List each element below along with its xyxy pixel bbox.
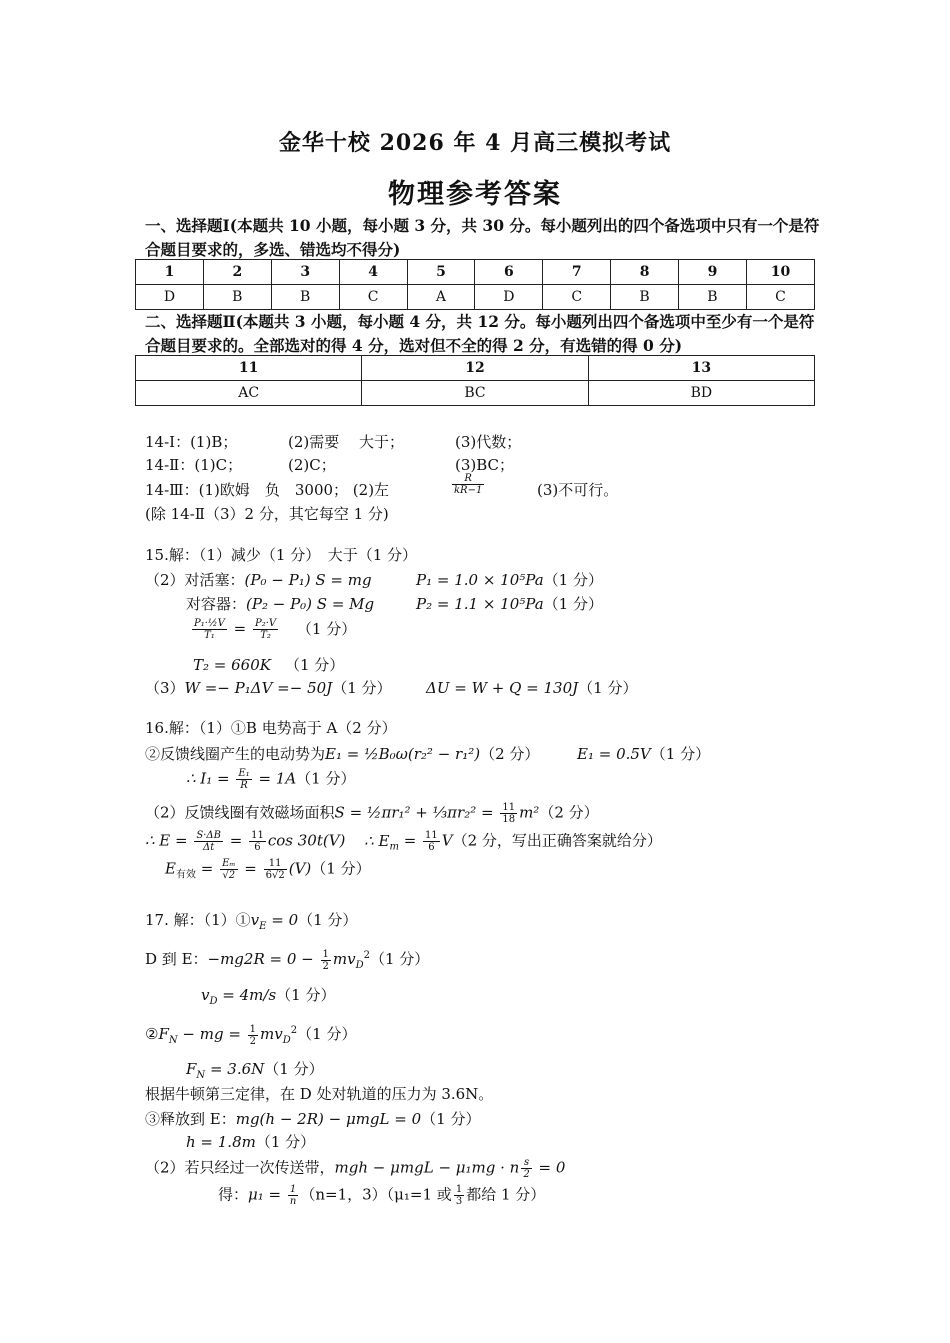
table-cell: 6 [475, 260, 543, 285]
fraction: $\frac{s}{2}$ [523, 1157, 530, 1180]
table-cell: BD [588, 381, 814, 406]
table-row [136, 356, 815, 381]
table-cell: A [407, 285, 475, 310]
q14-line3-fraction [450, 473, 486, 496]
q14-line3-part3: (3)不可行。 [537, 481, 619, 499]
q15-line6: （3）W =− P₁ΔV =− 50J（1 分） [145, 679, 392, 697]
table-cell: 8 [611, 260, 679, 285]
q14-line1-part2: (2)需要 大于； [288, 433, 405, 451]
section2-answer-table [135, 355, 815, 406]
table-cell: 10 [746, 260, 814, 285]
fraction: $\frac{\text{Eₘ}}{√2}$ [222, 858, 236, 881]
fraction: $\frac{11}{6}$ [425, 830, 438, 853]
table-cell: 5 [407, 260, 475, 285]
q14-line3-part1: 14-Ⅲ：(1)欧姆 负 3000； (2)左 [145, 481, 390, 499]
q15-line4-equation: $\frac{\text{P₁·½V}}{\text{T₁}}$ = $\frac{\text{P₂·V}}{\text{T₂}}$ （1 分） [194, 618, 357, 641]
table-cell: 4 [339, 260, 407, 285]
q16-line1: 16.解：（1）①B 电势高于 A（2 分） [145, 719, 397, 737]
q16-line6: $E_{有效}$ = $\frac{\text{Eₘ}}{√2}$ = $\frac{11}{6√2}$ (V)（1 分） [165, 858, 371, 881]
fraction: $\frac{\text{P₂·V}}{\text{T₂}}$ [254, 618, 277, 641]
table-cell: B [271, 285, 339, 310]
table-cell: D [136, 285, 204, 310]
fraction: $\frac{R}{kR-1}$ [454, 473, 483, 496]
exam-title: 金华十校 2026 年 4 月高三模拟考试 [278, 130, 672, 156]
q17-line6: 根据牛顿第三定律，在 D 处对轨道的压力为 3.6N。 [145, 1085, 494, 1103]
q17-line4: $②F_N$ − mg = $\frac{1}{2}$ $mv_D^2(1$ 分） [145, 1023, 357, 1047]
q14-line1-part1: 14-Ⅰ：(1)B； [145, 433, 238, 451]
fraction: $\frac{\text{P₁·½V}}{\text{T₁}}$ [194, 618, 225, 641]
fraction: $\frac{1}{2}$ [249, 1023, 257, 1047]
section1-heading: 一、选择题Ⅰ(本题共 10 小题，每小题 3 分，共 30 分。每小题列出的四个备选项中只有一个是符合题目要求的，多选、错选均不得分) [145, 216, 820, 259]
q17-line9: （2）若只经过一次传送带，mgh − μmgL − μ₁mg · n $\frac{s}{2}$ = 0 [145, 1157, 566, 1180]
exam-subtitle: 物理参考答案 [388, 179, 562, 210]
table-cell: C [746, 285, 814, 310]
q14-line2-part3: (3)BC； [455, 456, 515, 474]
q17-line10: 得：μ₁ = $\frac{1}{n}$ （n=1，3）（μ₁=1 或 $\frac{1}{3}$ 都给 1 分） [218, 1184, 546, 1207]
q14-line2-part1: 14-Ⅱ：(1)C； [145, 456, 243, 474]
q15-line2-result: P₁ = 1.0 × 10⁵Pa（1 分） [416, 571, 603, 589]
q14-note: (除 14-Ⅱ（3）2 分，其它每空 1 分) [145, 505, 389, 523]
table-cell: 12 [362, 356, 588, 381]
table-cell: AC [136, 381, 362, 406]
fraction: $\frac{1}{3}$ [455, 1184, 463, 1207]
q16-line4: （2）反馈线圈有效磁场面积S = ½πr₁² + ⅓πr₂² = $\frac{11}{18}$ m²（2 分） [145, 802, 599, 825]
q16-line2: ②反馈线圈产生的电动势为E₁ = ½B₀ω(r₂² − r₁²)（2 分） [145, 745, 540, 763]
section2-heading: 二、选择题Ⅱ(本题共 3 小题，每小题 4 分，共 12 分。每小题列出四个备选项中至少有一个是符合题目要求的。全部选对的得 4 分，选对但不全的得 2 分，有选错的得 0 分) [145, 312, 815, 355]
q15-line1: 15.解：（1）减少（1 分） 大于（1 分） [145, 546, 418, 564]
table-cell: 2 [203, 260, 271, 285]
table-row [136, 381, 815, 406]
q17-line1: 17. 解：$(1)①v_E = 0(1$ 分） [145, 911, 358, 932]
q14-line2-part2: (2)C； [288, 456, 336, 474]
q17-line8: h = 1.8m（1 分） [186, 1133, 316, 1151]
fraction: $\frac{S\cdot\Delta B}{\Delta t}$ [196, 830, 221, 853]
table-row [136, 260, 815, 285]
fraction: $\frac{11}{6}$ [251, 830, 264, 853]
table-cell: C [339, 285, 407, 310]
table-cell: BC [362, 381, 588, 406]
q15-line2: （2）对活塞：(P₀ − P₁) S = mg [145, 571, 372, 589]
q17-line2: D 到 E：−mg2R = 0 − $\frac{1}{2}$ $mv_D^2(1$ 分） [145, 948, 430, 972]
table-cell: 1 [136, 260, 204, 285]
q17-line5: $F_N = 3.6N(1$ 分） [186, 1060, 324, 1081]
fraction: $\frac{11}{18}$ [502, 802, 516, 825]
q15-line3-result: P₂ = 1.1 × 10⁵Pa（1 分） [416, 595, 603, 613]
table-cell: 3 [271, 260, 339, 285]
table-cell: 7 [543, 260, 611, 285]
q15-line5: T₂ = 660K （1 分） [193, 656, 345, 674]
table-cell: B [203, 285, 271, 310]
q15-line6-result: ΔU = W + Q = 130J（1 分） [426, 679, 638, 697]
q14-line1-part3: (3)代数； [455, 433, 522, 451]
table-cell: 13 [588, 356, 814, 381]
table-cell: B [679, 285, 747, 310]
fraction: $\frac{1}{n}$ [289, 1184, 297, 1207]
q17-line3: $v_D = 4m/s(1$ 分） [201, 986, 336, 1007]
q16-line5: ∴ E = $\frac{S\cdot\Delta B}{\Delta t}$ = $\frac{11}{6}$ cos 30t(V) ∴ $E_m$ = $\frac{11}{6}$ V（2 分，写出正确答案就给分） [145, 830, 662, 853]
q16-line3: ∴ I₁ = $\frac{\text{E₁}}{R}$ = 1A（1 分） [186, 768, 356, 791]
table-cell: D [475, 285, 543, 310]
table-cell: C [543, 285, 611, 310]
section1-answer-table [135, 259, 815, 310]
q16-line2-result: E₁ = 0.5V（1 分） [577, 745, 711, 763]
table-cell: 9 [679, 260, 747, 285]
table-row [136, 285, 815, 310]
fraction: $\frac{11}{6√2}$ [265, 858, 285, 881]
q17-line7: ③释放到 E：mg(h − 2R) − μmgL = 0（1 分） [145, 1110, 481, 1128]
fraction: $\frac{\text{E₁}}{R}$ [238, 768, 250, 791]
table-cell: 11 [136, 356, 362, 381]
fraction: $\frac{1}{2}$ [322, 948, 329, 972]
q15-line3: 对容器：(P₂ − P₀) S = Mg [186, 595, 375, 613]
table-cell: B [611, 285, 679, 310]
